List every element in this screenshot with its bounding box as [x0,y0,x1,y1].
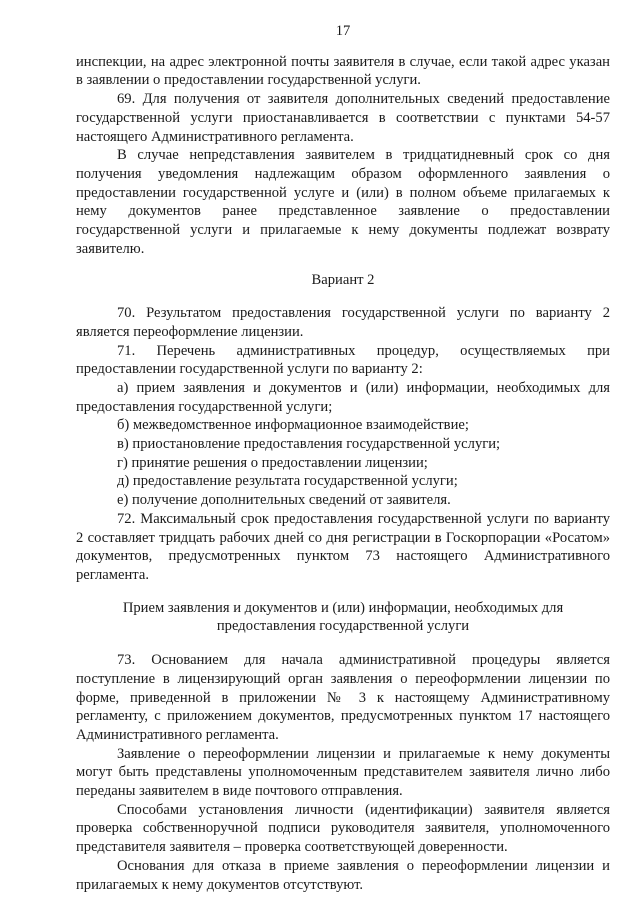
list-item-d: д) предоставление результата государственной услуги; [117,473,458,490]
list-item-b: б) межведомственное информационное взаимодействие; [117,417,469,434]
paragraph-refusal-grounds: Основания для отказа в приеме заявления о переоформлении лицензии и прилагаемых к нему документов отсутствуют. [76,857,610,893]
document-page [76,22,610,894]
paragraph-71: 71. Перечень административных процедур, осуществляемых при предоставлении государственной услуги по варианту 2: [76,342,610,378]
list-item-v: в) приостановление предоставления государственной услуги; [117,436,501,453]
paragraph-identification: Способами установления личности (идентификации) заявителя является проверка собственноручной подписи руководителя заявителя, уполномоченного представителя заявителя – проверка соответствующей доверенности. [76,801,610,856]
section-heading: Прием заявления и документов и (или) информации, необходимых для предоставления государственной услуги [122,599,564,635]
list-item-a: а) прием заявления и документов и (или) информации, необходимых для предоставления государственной услуги; [76,379,610,415]
list-item-g: г) принятие решения о предоставлении лицензии; [117,454,428,471]
paragraph-72: 72. Максимальный срок предоставления государственной услуги по варианту 2 составляет тридцать рабочих дней со дня регистрации в Госкорпорации «Росатом» документов, предусмотренных пунктом 73 настоящего Административного регламента. [76,510,610,583]
paragraph-73: 73. Основанием для начала административной процедуры является поступление в лицензирующий орган заявления о переоформлении лицензии по форме, приведенной в приложении № 3 к настоящему Административному регламенту, с приложением документов, предусмотренных пунктом 17 настоящего Административного регламента. [76,652,610,743]
heading-variant-2: Вариант 2 [311,272,375,289]
list-item-e: е) получение дополнительных сведений от заявителя. [117,492,451,509]
paragraph-continued: инспекции, на адрес электронной почты заявителя в случае, если такой адрес указан в заявлении о предоставлении государственной услуги. [76,53,610,89]
page-number: 17 [335,23,351,39]
paragraph-70: 70. Результатом предоставления государственной услуги по варианту 2 является переоформление лицензии. [76,305,610,340]
paragraph-submission-methods: Заявление о переоформлении лицензии и прилагаемые к нему документы могут быть представлены уполномоченным представителем заявителя лично либо переданы заявителем в виде почтового отправления. [76,745,610,800]
paragraph-return-documents: В случае непредставления заявителем в тридцатидневный срок со дня получения уведомления надлежащим образом оформленного заявления о предоставлении государственной услуге и (или) в полном объеме прилагаемых к нему документов ранее представленное заявление о предоставлении государственной услуги и прилагаемые к нему документы подлежат возврату заявителю. [76,147,610,257]
paragraph-69: 69. Для получения от заявителя дополнительных сведений предоставление государственной услуги приостанавливается в соответствии с пунктами 54-57 настоящего Административного регламента. [76,91,610,145]
